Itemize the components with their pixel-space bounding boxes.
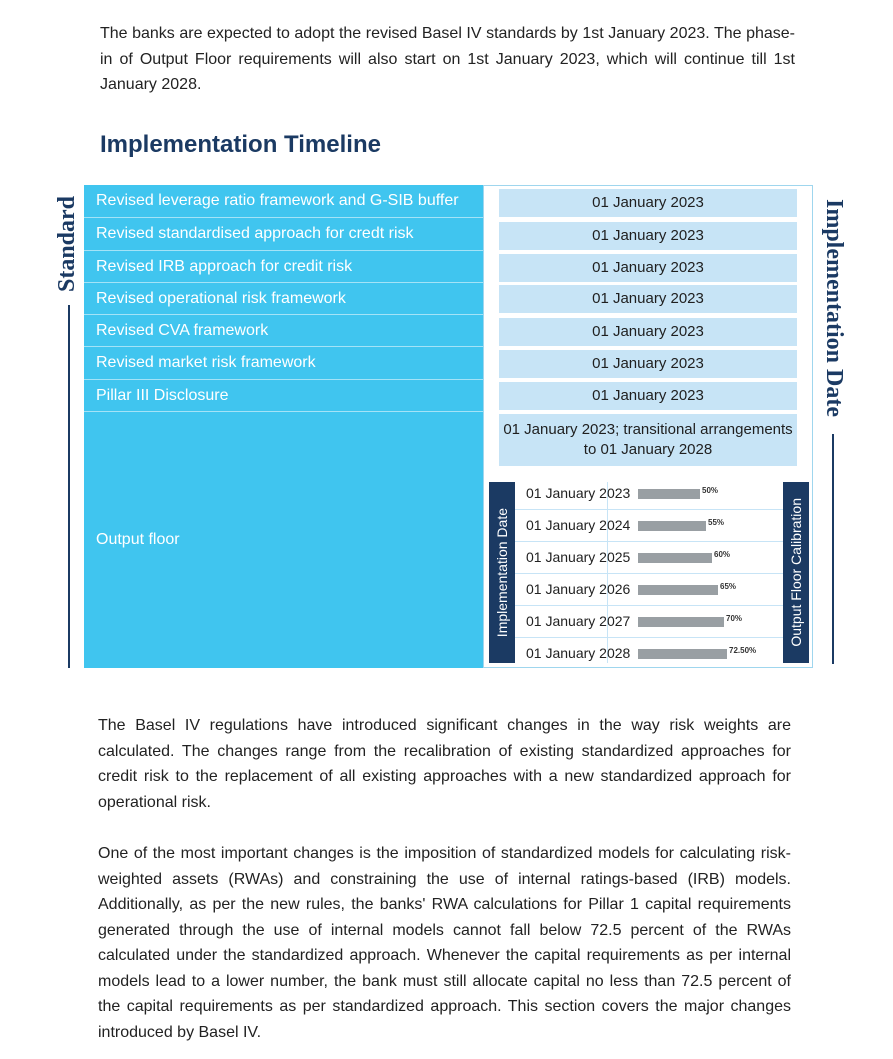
standard-row — [84, 315, 483, 347]
chart-value-label: 55% — [708, 518, 725, 527]
date-cell: 01 January 2023 — [499, 318, 797, 346]
chart-category-label: 01 January 2024 — [526, 517, 631, 533]
standard-row — [84, 185, 483, 218]
standard-row — [84, 251, 483, 283]
chart-category-label: 01 January 2027 — [526, 613, 631, 629]
chart-value-label: 72.50% — [729, 646, 757, 655]
chart-value-label: 65% — [720, 582, 737, 591]
chart-bar — [638, 649, 727, 659]
standard-name: Revised leverage ratio framework and G-SIB buffer — [96, 192, 459, 209]
chart-row — [515, 478, 783, 510]
date-cell: 01 January 2023 — [499, 382, 797, 410]
chart-bar — [638, 553, 712, 563]
standard-row — [84, 218, 483, 251]
paragraph: One of the most important changes is the imposition of standardized models for calculating risk-weighted assets (RWAs) and constraining the use of internal ratings-based (IRB) models. Additionally, as per the new rules, the banks' RWA calculations for Pillar 1 capital requirements generated through the use of internal models cannot fall below 72.5 percent of the RWAs calculated under the standardized approach. Whenever the capital requirements as per internal models lead to a lower number, the bank must still allocate capital no less than 72.5 percent of the capital requirements as per standardized approach. This section covers the major changes introduced by Basel IV. — [98, 845, 791, 1041]
date-cell: 01 January 2023 — [499, 254, 797, 282]
standard-name: Revised standardised approach for credt risk — [96, 225, 414, 242]
chart-bar — [638, 521, 706, 531]
chart-category-label: 01 January 2025 — [526, 549, 631, 565]
standard-name: Revised CVA framework — [96, 321, 269, 339]
date-cell-output-floor: 01 January 2023; transitional arrangements to 01 January 2028 — [499, 414, 797, 466]
chart-row — [515, 606, 783, 638]
standard-name: Revised operational risk framework — [96, 289, 346, 307]
date-cell: 01 January 2023 — [499, 222, 797, 250]
chart-category-label: 01 January 2026 — [526, 581, 631, 597]
standard-row — [84, 380, 483, 412]
implementation-date-column — [483, 185, 813, 668]
implementation-date-axis-label: Implementation Date — [821, 199, 847, 417]
section-title: Implementation Timeline — [100, 131, 381, 158]
chart-row — [515, 542, 783, 574]
standard-row — [84, 283, 483, 315]
chart-row — [515, 510, 783, 542]
standard-row-output-floor — [84, 412, 483, 668]
intro-paragraph: The banks are expected to adopt the revised Basel IV standards by 1st January 2023. The phase-in of Output Floor requirements will also start on 1st January 2023, which will continue till 1st January 2028. — [100, 25, 795, 93]
chart-bar — [638, 489, 700, 499]
chart-row — [515, 638, 783, 670]
sub-chart-implementation-date-label: Implementation Date — [489, 482, 515, 663]
standard-name: Revised market risk framework — [96, 354, 316, 371]
chart-bar — [638, 617, 724, 627]
standard-name: Output floor — [96, 531, 180, 548]
date-cell: 01 January 2023 — [499, 189, 797, 217]
date-cell: 01 January 2023 — [499, 285, 797, 313]
sub-chart-calibration-label: Output Floor Calibration — [783, 482, 809, 663]
chart-category-label: 01 January 2028 — [526, 645, 631, 661]
paragraph: The Basel IV regulations have introduced significant changes in the way risk weights are calculated. The changes range from the recalibration of existing standardized approaches for credit risk to the replacement of all existing approaches with a new standardized approach for operational risk. — [98, 717, 791, 811]
standard-column — [84, 185, 483, 668]
standard-axis-label: Standard — [54, 195, 80, 293]
standard-name: Pillar III Disclosure — [96, 386, 229, 404]
standard-row — [84, 347, 483, 380]
chart-row — [515, 574, 783, 606]
chart-category-label: 01 January 2023 — [526, 485, 631, 501]
chart-bar — [638, 585, 718, 595]
date-cell: 01 January 2023 — [499, 350, 797, 378]
chart-value-label: 60% — [714, 550, 731, 559]
standard-axis-line — [68, 305, 70, 668]
standard-name: Revised IRB approach for credit risk — [96, 257, 353, 275]
implementation-date-axis-line — [832, 434, 834, 664]
chart-value-label: 50% — [702, 486, 719, 495]
chart-value-label: 70% — [726, 614, 743, 623]
